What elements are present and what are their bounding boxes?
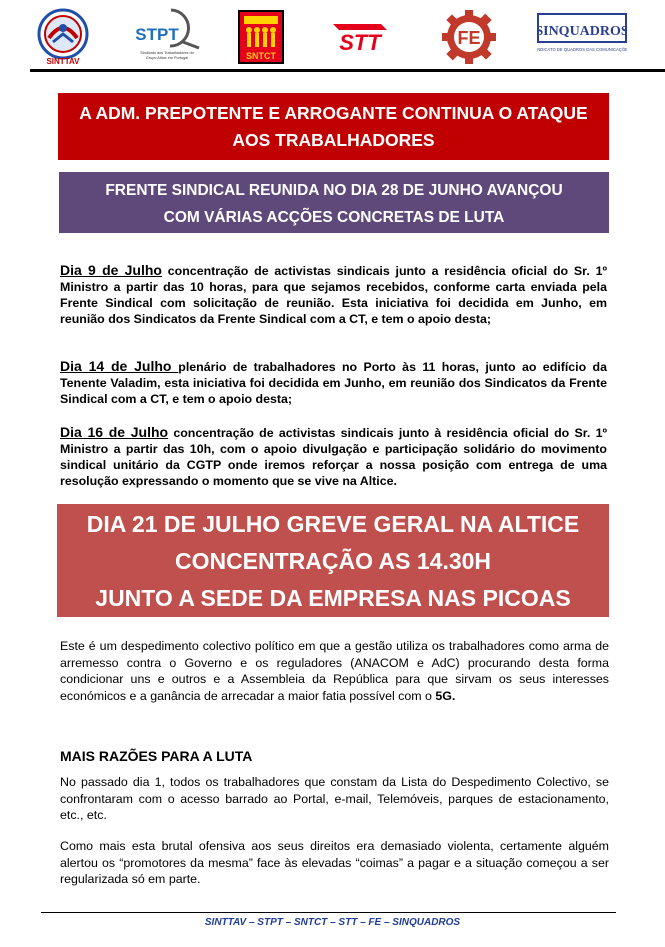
- sntct-logo: [238, 10, 284, 64]
- svg-text:SINQUADROS: SINQUADROS: [537, 24, 627, 39]
- body-paragraph-text: Este é um despedimento colectivo político em que a gestão utiliza os trabalhadores como arma de arremesso contra o Governo e os reguladores (ANACOM e AdC) procurando desta forma condicionar uns e outros e a Assembleia da República para que sirvam os seus interesses económicos e a ganância de arrecadar a maior fatia possível com o: [60, 639, 609, 704]
- sinquadros-logo: [537, 13, 627, 59]
- action-date: Dia 9 de Julho: [60, 262, 162, 278]
- logo-bar: [0, 0, 665, 70]
- svg-text:SINDICATO DE QUADROS DAS COMUN: SINDICATO DE QUADROS DAS COMUNICAÇÕES: [537, 47, 627, 52]
- main-headline-line-1: A ADM. PREPOTENTE E ARROGANTE CONTINUA O ATAQUE: [79, 103, 588, 123]
- stpt-logo: [127, 6, 207, 68]
- sub-headline: [59, 172, 609, 233]
- svg-text:FE: FE: [457, 28, 481, 48]
- action-date: Dia 14 de Julho: [60, 358, 179, 374]
- body-paragraph: No passado dia 1, todos os trabalhadores que constam da Lista do Despedimento Colectivo, se confrontaram com o acesso barrado ao Portal, e-mail, Telemóveis, parques de estacionamento, etc., etc.: [60, 775, 609, 823]
- svg-text:STPT: STPT: [135, 25, 179, 44]
- main-headline: [58, 93, 609, 160]
- action-date: Dia 16 de Julho: [60, 424, 169, 440]
- svg-text:Grupo Altice em Portugal: Grupo Altice em Portugal: [145, 56, 189, 60]
- sub-headline-line-2: COM VÁRIAS ACÇÕES CONCRETAS DE LUTA: [163, 209, 505, 226]
- sinttav-logo: [35, 6, 91, 66]
- footer-unions: SINTTAV – STPT – SNTCT – STT – FE – SINQUADROS: [204, 917, 461, 928]
- stt-logo: [325, 16, 395, 56]
- action-item: [60, 424, 607, 489]
- strike-line-1: DIA 21 DE JULHO GREVE GERAL NA ALTICE: [86, 511, 580, 537]
- body-paragraph-bold: 5G.: [435, 689, 456, 704]
- fe-logo: [442, 10, 496, 64]
- action-item: [60, 358, 607, 407]
- section-title: MAIS RAZÕES PARA A LUTA: [60, 748, 253, 764]
- body-paragraph: [60, 638, 609, 705]
- strike-line-2: CONCENTRAÇÃO AS 14.30H: [174, 548, 492, 574]
- svg-text:SNTCT: SNTCT: [246, 51, 276, 61]
- body-paragraph: Como mais esta brutal ofensiva aos seus direitos era demasiado violenta, certamente alguém alertou os “promotores da mesma” face às elevadas “coimas” a pagar e a situação começou a ser regularizada só em parte.: [60, 839, 609, 887]
- strike-announcement: [57, 504, 609, 617]
- action-text: plenário de trabalhadores no Porto às 11 horas, junto ao edifício da Tenente Valadim, esta iniciativa foi decidida em Junho, em reunião dos Sindicatos da Frente Sindical com a CT, e tem o apoio desta;: [60, 360, 607, 406]
- action-text: concentração de activistas sindicais junto a residência oficial do Sr. 1º Ministro a partir das 10 horas, para que sejamos recebidos, conforme carta enviada pela Frente Sindical com solicitação de reunião. Esta iniciativa foi decidida em Junho, em reunião dos Sindicatos da Frente Sindical com a CT, e tem o apoio desta;: [60, 264, 607, 326]
- svg-text:SINTTAV: SINTTAV: [46, 57, 80, 66]
- action-item: [60, 262, 607, 327]
- svg-text:STT: STT: [339, 30, 381, 55]
- strike-line-3: JUNTO A SEDE DA EMPRESA NAS PICOAS: [95, 585, 571, 611]
- main-headline-line-2: AOS TRABALHADORES: [232, 130, 435, 150]
- svg-text:Sindicato dos Trabalhadores do: Sindicato dos Trabalhadores do: [140, 51, 194, 55]
- sub-headline-line-1: FRENTE SINDICAL REUNIDA NO DIA 28 DE JUNHO AVANÇOU: [105, 182, 563, 199]
- footer-rule: [41, 912, 616, 913]
- action-text: concentração de activistas sindicais junto à residência oficial do Sr. 1º Ministro a partir das 10h, com o apoio divulgação e participação solidário do movimento sindical unitário da CGTP onde iremos reforçar a nossa posição com entrega de uma resolução expressando o momento que se vive na Altice.: [60, 426, 607, 488]
- header-rule: [30, 69, 665, 72]
